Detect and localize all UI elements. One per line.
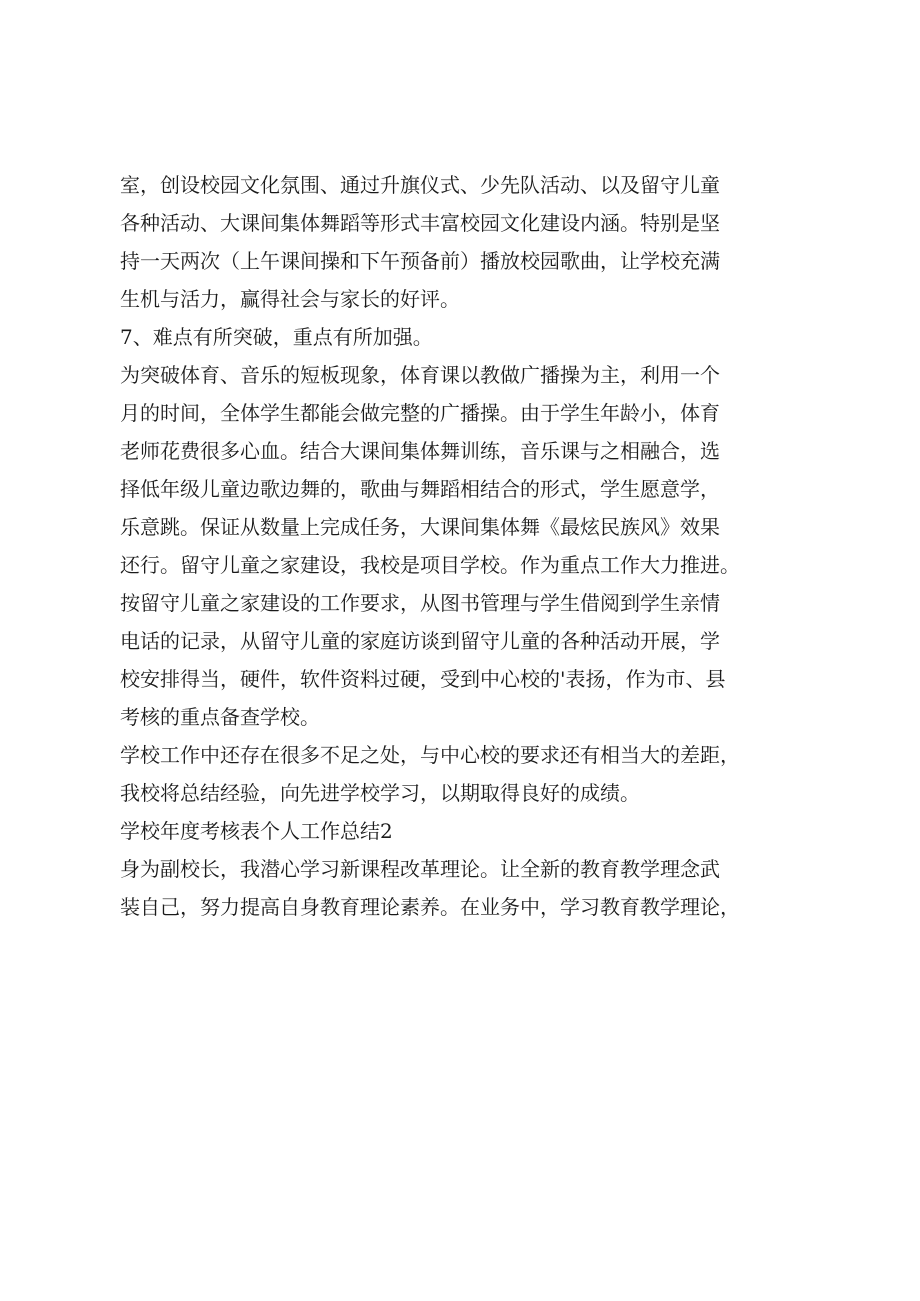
text-line: 装自己，努力提高自身教育理论素养。在业务中，学习教育教学理论， (120, 895, 740, 919)
text-line: 生机与活力，赢得社会与家长的好评。 (120, 287, 460, 311)
text-line: 还行。留守儿童之家建设，我校是项目学校。作为重点工作大力推进。 (120, 553, 740, 577)
text-line: 我校将总结经验，向先进学校学习，以期取得良好的成绩。 (120, 781, 640, 805)
text-line: 身为副校长，我潜心学习新课程改革理论。让全新的教育教学理念武 (120, 857, 720, 881)
document-body (120, 166, 840, 926)
text-line: 室，创设校园文化氛围、通过升旗仪式、少先队活动、以及留守儿童 (120, 173, 720, 197)
text-line: 乐意跳。保证从数量上完成任务，大课间集体舞《最炫民族风》效果 (120, 515, 720, 539)
text-line: 月的时间，全体学生都能会做完整的广播操。由于学生年龄小，体育 (120, 401, 720, 425)
text-line: 考核的重点备查学校。 (120, 705, 320, 729)
text-line: 校安排得当，硬件，软件资料过硬，受到中心校的'表扬，作为市、县 (120, 667, 726, 691)
text-line: 电话的记录，从留守儿童的家庭访谈到留守儿童的各种活动开展，学 (120, 629, 720, 653)
text-line: 学校工作中还存在很多不足之处，与中心校的要求还有相当大的差距， (120, 743, 740, 767)
text-line: 持一天两次（上午课间操和下午预备前）播放校园歌曲，让学校充满 (120, 249, 720, 273)
text-line: 老师花费很多心血。结合大课间集体舞训练，音乐课与之相融合，选 (120, 439, 720, 463)
text-line: 各种活动、大课间集体舞蹈等形式丰富校园文化建设内涵。特别是坚 (120, 211, 720, 235)
text-line: 择低年级儿童边歌边舞的，歌曲与舞蹈相结合的形式，学生愿意学， (120, 477, 720, 501)
text-line: 按留守儿童之家建设的工作要求，从图书管理与学生借阅到学生亲情 (120, 591, 720, 615)
document-subtitle: 学校年度考核表个人工作总结2 (120, 819, 393, 843)
text-line: 为突破体育、音乐的短板现象，体育课以教做广播操为主，利用一个 (120, 363, 720, 387)
section-heading: 7、难点有所突破，重点有所加强。 (120, 325, 433, 349)
